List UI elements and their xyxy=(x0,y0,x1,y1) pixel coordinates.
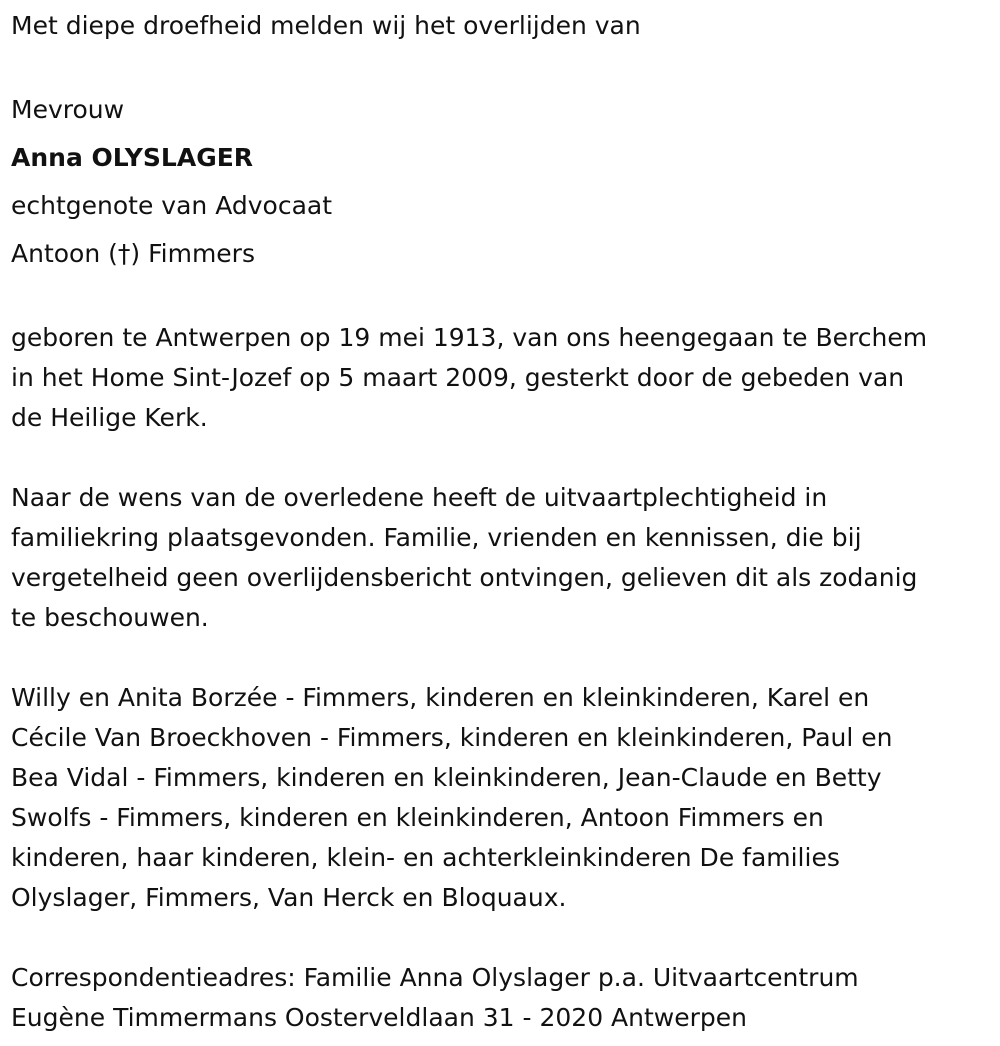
spacer xyxy=(11,438,1000,478)
paragraph-line: familiekring plaatsgevonden. Familie, vrienden en kennissen, die bij xyxy=(11,523,862,552)
family-paragraph xyxy=(11,678,1000,918)
funeral-notice-paragraph xyxy=(11,478,1000,638)
birth-death-paragraph xyxy=(11,318,1000,438)
paragraph-line: kinderen, haar kinderen, klein- en achterkleinkinderen De families xyxy=(11,843,840,872)
spacer xyxy=(11,278,1000,318)
paragraph-line: Naar de wens van de overledene heeft de uitvaartplechtigheid in xyxy=(11,483,828,512)
paragraph-line: vergetelheid geen overlijdensbericht ontvingen, gelieven dit als zodanig xyxy=(11,563,918,592)
deceased-block xyxy=(11,86,1000,278)
spacer xyxy=(11,46,1000,86)
paragraph-line: Swolfs - Fimmers, kinderen en kleinkinderen, Antoon Fimmers en xyxy=(11,803,824,832)
spacer xyxy=(11,638,1000,678)
paragraph-line: Eugène Timmermans Oosterveldlaan 31 - 2020 Antwerpen xyxy=(11,1003,747,1032)
paragraph-line: Olyslager, Fimmers, Van Herck en Bloquaux. xyxy=(11,883,567,912)
spouse-line-2: Antoon (†) Fimmers xyxy=(11,239,255,268)
honorific: Mevrouw xyxy=(11,95,125,124)
paragraph-line: Correspondentieadres: Familie Anna Olyslager p.a. Uitvaartcentrum xyxy=(11,963,859,992)
intro-text: Met diepe droefheid melden wij het overlijden van xyxy=(11,11,641,40)
paragraph-line: Cécile Van Broeckhoven - Fimmers, kinderen en kleinkinderen, Paul en xyxy=(11,723,893,752)
spacer xyxy=(11,918,1000,958)
paragraph-line: de Heilige Kerk. xyxy=(11,403,208,432)
paragraph-line: in het Home Sint-Jozef op 5 maart 2009, gesterkt door de gebeden van xyxy=(11,363,905,392)
correspondence-paragraph xyxy=(11,958,1000,1038)
paragraph-line: te beschouwen. xyxy=(11,603,209,632)
paragraph-line: Willy en Anita Borzée - Fimmers, kinderen en kleinkinderen, Karel en xyxy=(11,683,870,712)
deceased-name: Anna OLYSLAGER xyxy=(11,143,254,172)
spouse-line-1: echtgenote van Advocaat xyxy=(11,191,333,220)
paragraph-line: geboren te Antwerpen op 19 mei 1913, van ons heengegaan te Berchem xyxy=(11,323,928,352)
paragraph-line: Bea Vidal - Fimmers, kinderen en kleinkinderen, Jean-Claude en Betty xyxy=(11,763,882,792)
